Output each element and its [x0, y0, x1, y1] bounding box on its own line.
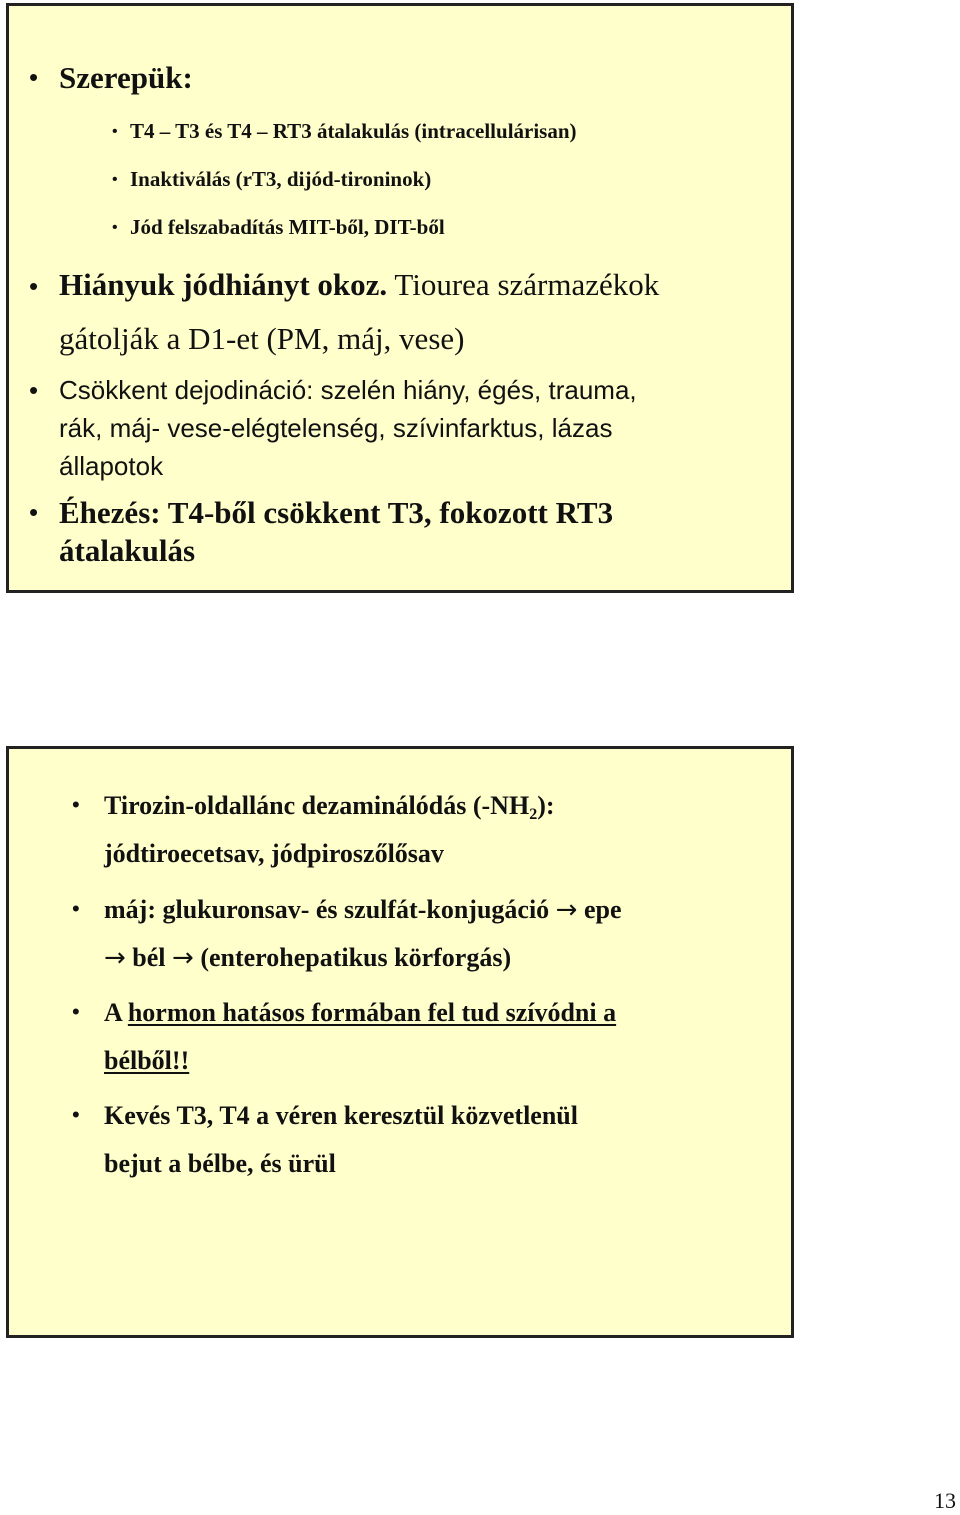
- hiany-bold-text: Hiányuk jódhiányt okoz.: [59, 267, 388, 302]
- csokkent-line: rák, máj- vese-elégtelenség, szívinfarktus, lázas: [59, 413, 613, 443]
- hormon-underlined-text: hormon hatásos formában fel tud szívódni a: [127, 998, 617, 1027]
- csokkent-line: állapotok: [59, 451, 164, 481]
- hiany-line-2: gátolják a D1-et (PM, máj, vese): [59, 321, 465, 356]
- tirozin-text: Tirozin-oldallánc dezaminálódás (-NH: [104, 791, 530, 820]
- bullet: •: [112, 123, 118, 140]
- csokkent-line: Csökkent dejodináció: szelén hiány, égés, trauma,: [59, 375, 637, 405]
- maj-line-1: [104, 895, 622, 925]
- ehezes-line: Éhezés: T4-ből csökkent T3, fokozott RT3: [59, 495, 614, 530]
- hiany-line-1: [59, 267, 659, 303]
- slide1-heading: Szerepük:: [59, 60, 193, 95]
- nh2-subscript: 2: [529, 806, 538, 823]
- tirozin-line-1: [104, 791, 555, 821]
- arrow-right-icon: →: [555, 895, 578, 925]
- sub-item: Inaktiválás (rT3, dijód-tironinok): [130, 167, 432, 191]
- epe-text: epe: [583, 895, 622, 924]
- bullet: •: [29, 497, 39, 527]
- slide-bottom: [6, 746, 794, 1338]
- tirozin-text-end: ):: [537, 791, 555, 820]
- hormon-underlined-text: bélből!!: [104, 1046, 190, 1075]
- bullet: •: [72, 792, 80, 817]
- arrow-right-icon: →: [172, 943, 194, 973]
- page-number: 13: [934, 1488, 956, 1513]
- hormon-line-2: [104, 1046, 189, 1076]
- hormon-line-1: [104, 998, 616, 1028]
- sub-item: T4 – T3 és T4 – RT3 átalakulás (intracellulárisan): [130, 119, 577, 143]
- slide-top: [6, 3, 794, 593]
- hormon-prefix: A: [104, 998, 122, 1027]
- bullet: •: [112, 171, 118, 188]
- ehezes-line: átalakulás: [59, 533, 196, 568]
- enterohepatikus-text: (enterohepatikus körforgás): [200, 943, 512, 972]
- bullet: •: [72, 896, 80, 921]
- keves-line: Kevés T3, T4 a véren keresztül közvetlenül: [104, 1101, 578, 1130]
- bullet: •: [29, 375, 39, 405]
- maj-line-2: [104, 943, 511, 973]
- bullet: •: [29, 62, 39, 92]
- bullet: •: [72, 999, 80, 1024]
- arrow-right-icon: →: [104, 943, 126, 973]
- bel-text: bél: [132, 943, 166, 972]
- bullet: •: [72, 1102, 80, 1127]
- sub-item: Jód felszabadítás MIT-ből, DIT-ből: [130, 215, 445, 239]
- bullet: •: [29, 271, 39, 301]
- maj-text: máj: glukuronsav- és szulfát-konjugáció: [104, 895, 550, 924]
- keves-line: bejut a bélbe, és ürül: [104, 1149, 336, 1178]
- tirozin-line-2: jódtiroecetsav, jódpiroszőlősav: [104, 839, 444, 868]
- bullet: •: [112, 219, 118, 236]
- hiany-regular-text: Tiourea származékok: [394, 267, 660, 302]
